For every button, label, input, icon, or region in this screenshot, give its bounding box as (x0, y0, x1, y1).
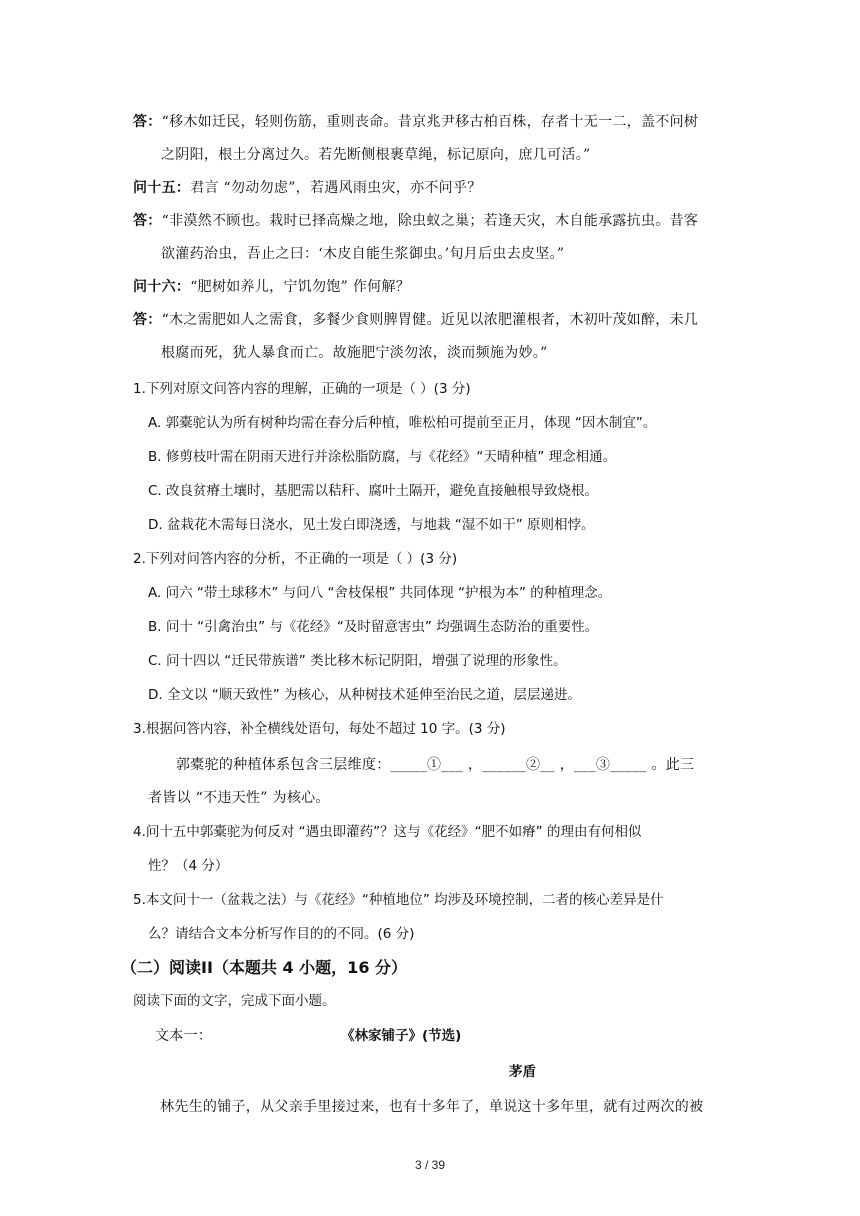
excerpt-title: 《林家铺子》(节选) (341, 1028, 462, 1044)
question-4-cont: 性？（4 分） (148, 858, 229, 874)
excerpt-author: 茅盾 (509, 1064, 536, 1080)
question-2-option-a: A. 问六 “带土球移木” 与问八 “舍枝保根” 共同体现 “护根为本” 的种植理念。 (148, 585, 612, 601)
question-2-option-d: D. 全文以 “顺天致性” 为核心，从种树技术延伸至治民之道，层层递进。 (148, 687, 582, 703)
page-number: 3 / 39 (414, 1158, 446, 1172)
question-15: 问十五：君言 “勿动勿虑”，若遇风雨虫灾，亦不问乎？ (133, 180, 482, 196)
answer-15-cont: 欲灌药治虫，吾止之曰：‘木皮自能生浆御虫。’旬月后虫去皮坚。” (161, 246, 565, 262)
question-4: 4.问十五中郭橐驼为何反对 “遇虫即灌药”？这与《花经》“肥不如瘠” 的理由有何相似 (133, 824, 642, 840)
section-heading: （二）阅读II（本题共 4 小题，16 分） (121, 958, 408, 977)
answer-14: 答：“移木如迁民，轻则伤筋，重则丧命。昔京兆尹移古柏百株，存者十无一二，盖不问树 (133, 114, 699, 130)
question-1-option-d: D. 盆栽花木需每日浇水，见土发白即浇透，与地栽 “湿不如干” 原则相悖。 (148, 517, 595, 533)
answer-14-cont: 之阴阳，根土分离过久。若先断侧根裹草绳，标记原向，庶几可活。” (161, 147, 591, 163)
question-1-stem: 1.下列对原文问答内容的理解，正确的一项是（ ）(3 分) (133, 381, 471, 397)
question-2-stem: 2.下列对问答内容的分析，不正确的一项是（ ）(3 分) (133, 551, 458, 567)
answer-16: 答：“木之需肥如人之需食，多餐少食则脾胃健。近见以浓肥灌根者，木初叶茂如醉，未几 (133, 312, 699, 328)
question-2-option-c: C. 问十四以 “迁民带族谱” 类比移木标记阴阳，增强了说理的形象性。 (148, 653, 567, 669)
excerpt-paragraph: 林先生的铺子，从父亲手里接过来，也有十多年了，单说这十多年里，就有过两次的被 (160, 1099, 704, 1115)
question-1-option-a: A. 郭橐驼认为所有树种均需在春分后种植，唯松柏可提前至正月，体现 “因木制宜”。 (148, 415, 657, 431)
answer-16-cont: 根腐而死，犹人暴食而亡。故施肥宁淡勿浓，淡而频施为妙。” (161, 345, 548, 361)
question-16: 问十六：“肥树如养儿，宁饥勿饱” 作何解？ (133, 279, 411, 295)
answer-15: 答：“非漠然不顾也。栽时已择高燥之地，除虫蚁之巢；若逢天灾，木自能承露抗虫。昔客 (133, 213, 699, 229)
question-5-cont: 么？请结合文本分析写作目的的不同。(6 分) (148, 926, 415, 942)
question-3-blanks: 郭橐驼的种植体系包含三层维度：_____①___ ，______②__ ，___③_____ 。此三 (176, 757, 695, 773)
text-label: 文本一： (155, 1028, 213, 1044)
question-3-cont: 者皆以 “不违天性” 为核心。 (148, 790, 330, 806)
question-5: 5.本文问十一（盆栽之法）与《花经》“种植地位” 均涉及环境控制，二者的核心差异是什 (133, 892, 664, 908)
question-2-option-b: B. 问十 “引禽治虫” 与《花经》“及时留意害虫” 均强调生态防治的重要性。 (148, 619, 599, 635)
question-3-stem: 3.根据问答内容，补全横线处语句，每处不超过 10 字。(3 分) (133, 721, 506, 737)
question-1-option-b: B. 修剪枝叶需在阴雨天进行并涂松脂防腐，与《花经》“天晴种植” 理念相通。 (148, 449, 617, 465)
section-instruction: 阅读下面的文字，完成下面小题。 (133, 993, 336, 1009)
question-1-option-c: C. 改良贫瘠土壤时，基肥需以秸秆、腐叶土隔开，避免直接触根导致烧根。 (148, 483, 599, 499)
